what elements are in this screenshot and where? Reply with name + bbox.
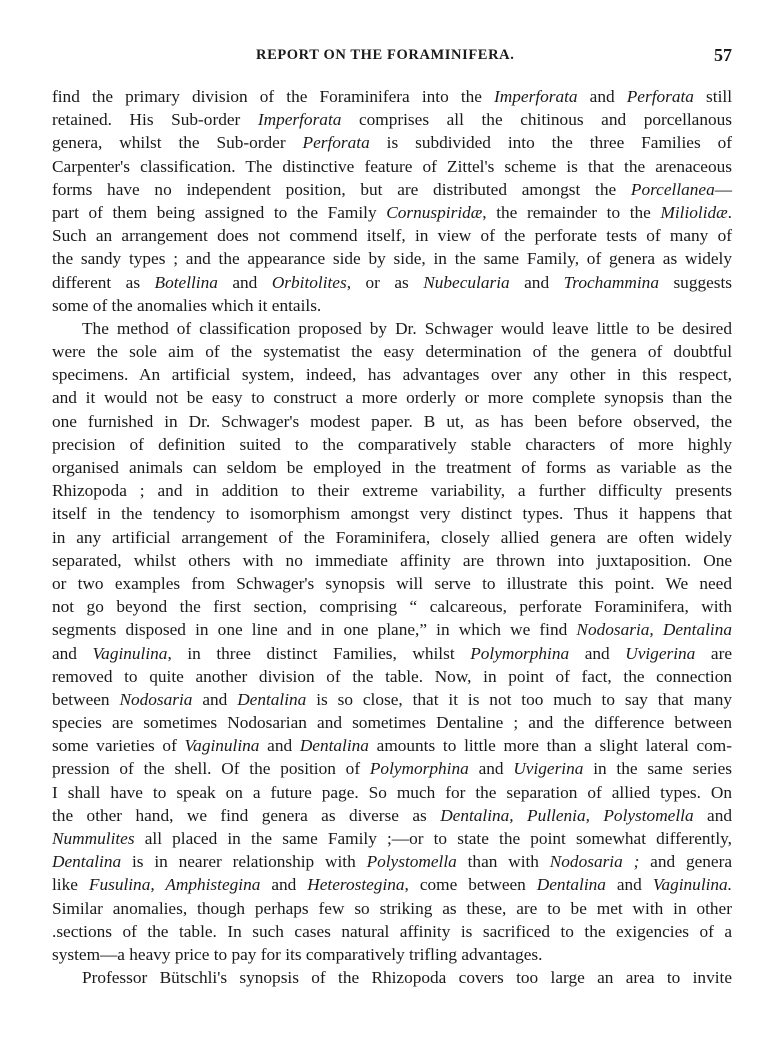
text-line [52,155,732,178]
italic-term: Fusulina, Amphistegina [88,875,261,895]
text-run: , or as [346,272,424,292]
italic-term: Nodosaria, Dentalina [576,620,732,640]
italic-term: Dentalina, Pullenia, Polystomella [440,805,694,825]
text-line [52,595,732,618]
italic-term: Porcellanea [630,179,715,199]
text-run: Rhizopoda ; and in addition to their extreme variability, a further difficulty presents [52,481,732,501]
italic-term: Nodosaria ; [549,852,640,872]
text-run: — [714,179,732,199]
text-run: comprises all the chitinous and porcellanous [341,110,732,130]
italic-term: Heterostegina [307,875,405,895]
text-run: itself in the tendency to isomorphism amongst very distinct types. Thus it happens that [52,504,732,524]
text-run: Carpenter's classification. The distinctive feature of Zittel's scheme is that the arenaceous [52,156,732,176]
text-run: were the sole aim of the systematist the easy determination of the genera of doubtful [52,342,732,362]
italic-term: Miliolidæ [660,202,728,222]
italic-term: Perforata [626,87,694,106]
text-run: Similar anomalies, though perhaps few so striking as these, are to be met with in other [52,898,732,918]
text-run: forms have no independent position, but are distributed amongst the [52,179,631,199]
text-line [52,224,732,247]
italic-term: Nubecularia [423,272,510,292]
italic-term: Polymorphina [369,759,469,779]
text-line [52,572,732,595]
text-line [52,711,732,734]
text-run: organised animals can seldom be employed in the treatment of forms as variable as the [52,458,732,477]
italic-term: Vaginulina [184,736,260,756]
italic-term: Orbitolites [271,272,347,292]
text-run: the other hand, we find genera as diverse as [52,805,441,825]
italic-term: Cornuspiridæ [386,202,483,222]
text-run: not go beyond the first section, comprising “ calcareous, perforate Foraminifera, with [52,597,732,617]
text-run: and [52,643,93,663]
text-run: and [217,272,272,292]
text-run: separated, whilst others with no immediate affinity are thrown into juxtaposition. One [52,550,732,570]
text-line [52,734,732,757]
text-line [52,897,732,920]
text-line [52,757,732,780]
text-run: pression of the shell. Of the position of [52,759,370,779]
text-line [52,317,732,340]
text-run: species are sometimes Nodosarian and sometimes Dentaline ; and the difference between [52,713,732,733]
italic-term: Dentalina [237,689,307,709]
text-run: between [52,689,120,709]
text-run: one furnished in Dr. Schwager's modest paper. B ut, as has been before observed, the [52,411,732,431]
text-run: , the remainder to the [482,202,661,222]
text-run: some of the anomalies which it entails. [52,295,322,315]
text-run: is so close, that it is not too much to say that many [306,689,732,709]
text-line [52,804,732,827]
text-line [52,526,732,549]
text-line [52,943,732,966]
italic-term: Perforata [302,133,370,153]
text-run: and [192,689,238,709]
italic-term: Imperforata [494,87,578,106]
text-line [52,549,732,572]
text-run: amounts to little more than a slight lateral com- [368,736,733,756]
text-line [52,781,732,804]
text-run: The method of classification proposed by Dr. Schwager would leave little to be desired [82,318,732,338]
text-run: removed to quite another division of the table. Now, in point of fact, the connection [52,666,732,686]
text-line [52,131,732,154]
text-line [52,618,732,641]
text-line [52,665,732,688]
text-run: system—a heavy price to pay for its comparatively trifling advantages. [52,944,543,964]
body-text [52,85,732,989]
text-run: .sections of the table. In such cases natural affinity is sacrificed to the exigencies of a [52,921,732,941]
text-line [52,340,732,363]
text-line [52,502,732,525]
text-run: , come between [404,875,537,895]
text-line [52,386,732,409]
page-header [52,47,732,69]
text-run: and [260,875,308,895]
text-line [52,363,732,386]
text-line [52,271,732,294]
text-run: I shall have to speak on a future page. So much for the separation of allied types. On [52,782,732,802]
italic-term: Dentalina [52,852,122,872]
text-run: are [695,643,732,663]
text-line [52,108,732,131]
italic-term: Trochammina [563,272,659,292]
text-run: genera, whilst the Sub-order [52,133,303,153]
text-run: specimens. An artificial system, indeed, has advantages over any other in this respect, [52,365,732,385]
text-run: Professor Bütschli's synopsis of the Rhizopoda covers too large an area to invite [82,968,732,988]
text-run: and [259,736,300,756]
text-line [52,456,732,479]
text-run: Such an arrangement does not commend itself, in view of the perforate tests of many of [52,226,732,246]
text-line [52,294,732,317]
text-run: different as [52,272,155,292]
text-run: segments disposed in one line and in one plane,” in which we find [52,620,577,640]
text-run: still [693,87,732,106]
text-line [52,850,732,873]
text-run: precision of definition suited to the comparatively stable characters of more highly [52,434,732,454]
text-line [52,201,732,224]
text-run: the sandy types ; and the appearance side by side, in the same Family, of genera as widely [52,249,732,269]
italic-term: Nodosaria [119,689,193,709]
text-line [52,873,732,896]
italic-term: Imperforata [257,110,342,130]
italic-term: Uvigerina [513,759,584,779]
text-run: some varieties of [52,736,185,756]
text-run: in any artificial arrangement of the Foraminifera, closely allied genera are often widely [52,527,732,547]
text-line [52,920,732,943]
text-line [52,827,732,850]
text-run: than with [456,852,550,872]
text-run: and it would not be easy to construct a more orderly or more complete synopsis than the [52,388,732,408]
text-line [52,688,732,711]
text-run: all placed in the same Family ;—or to state the point somewhat differently, [134,829,732,848]
text-run: and [468,759,514,779]
italic-term: Vaginulina. [652,875,733,895]
text-line [52,85,732,108]
italic-term: Vaginulina [92,643,168,663]
text-run: retained. His Sub-order [52,110,258,130]
text-run: suggests [658,272,733,292]
text-run: find the primary division of the Foraminifera into the [52,87,495,106]
text-line [52,433,732,456]
text-line [52,247,732,270]
text-line [52,410,732,433]
text-run: and [577,87,627,106]
text-line [52,178,732,201]
text-line [52,966,732,989]
italic-term: Polymorphina [470,643,570,663]
text-run: . [727,202,732,222]
text-run: like [52,875,89,895]
text-run: and [569,643,626,663]
italic-term: Polystomella [366,852,457,872]
page-number: 57 [714,45,732,65]
text-line [52,479,732,502]
italic-term: Botellina [154,272,218,292]
text-run: and [605,875,653,895]
text-run: and [693,805,732,825]
text-run: and genera [639,852,733,872]
text-run: part of them being assigned to the Family [52,202,387,222]
italic-term: Nummulites [52,829,135,848]
italic-term: Uvigerina [625,643,696,663]
text-run: is subdivided into the three Families of [369,133,733,153]
text-run: , in three distinct Families, whilst [167,643,471,663]
italic-term: Dentalina [536,875,606,895]
text-run: or two examples from Schwager's synopsis will serve to illustrate this point. We need [52,573,732,593]
italic-term: Dentalina [299,736,369,756]
text-run: and [509,272,564,292]
text-run: in the same series [583,759,732,779]
text-run: is in nearer relationship with [121,852,367,872]
text-line [52,642,732,665]
running-title: REPORT ON THE FORAMINIFERA. [256,47,515,63]
